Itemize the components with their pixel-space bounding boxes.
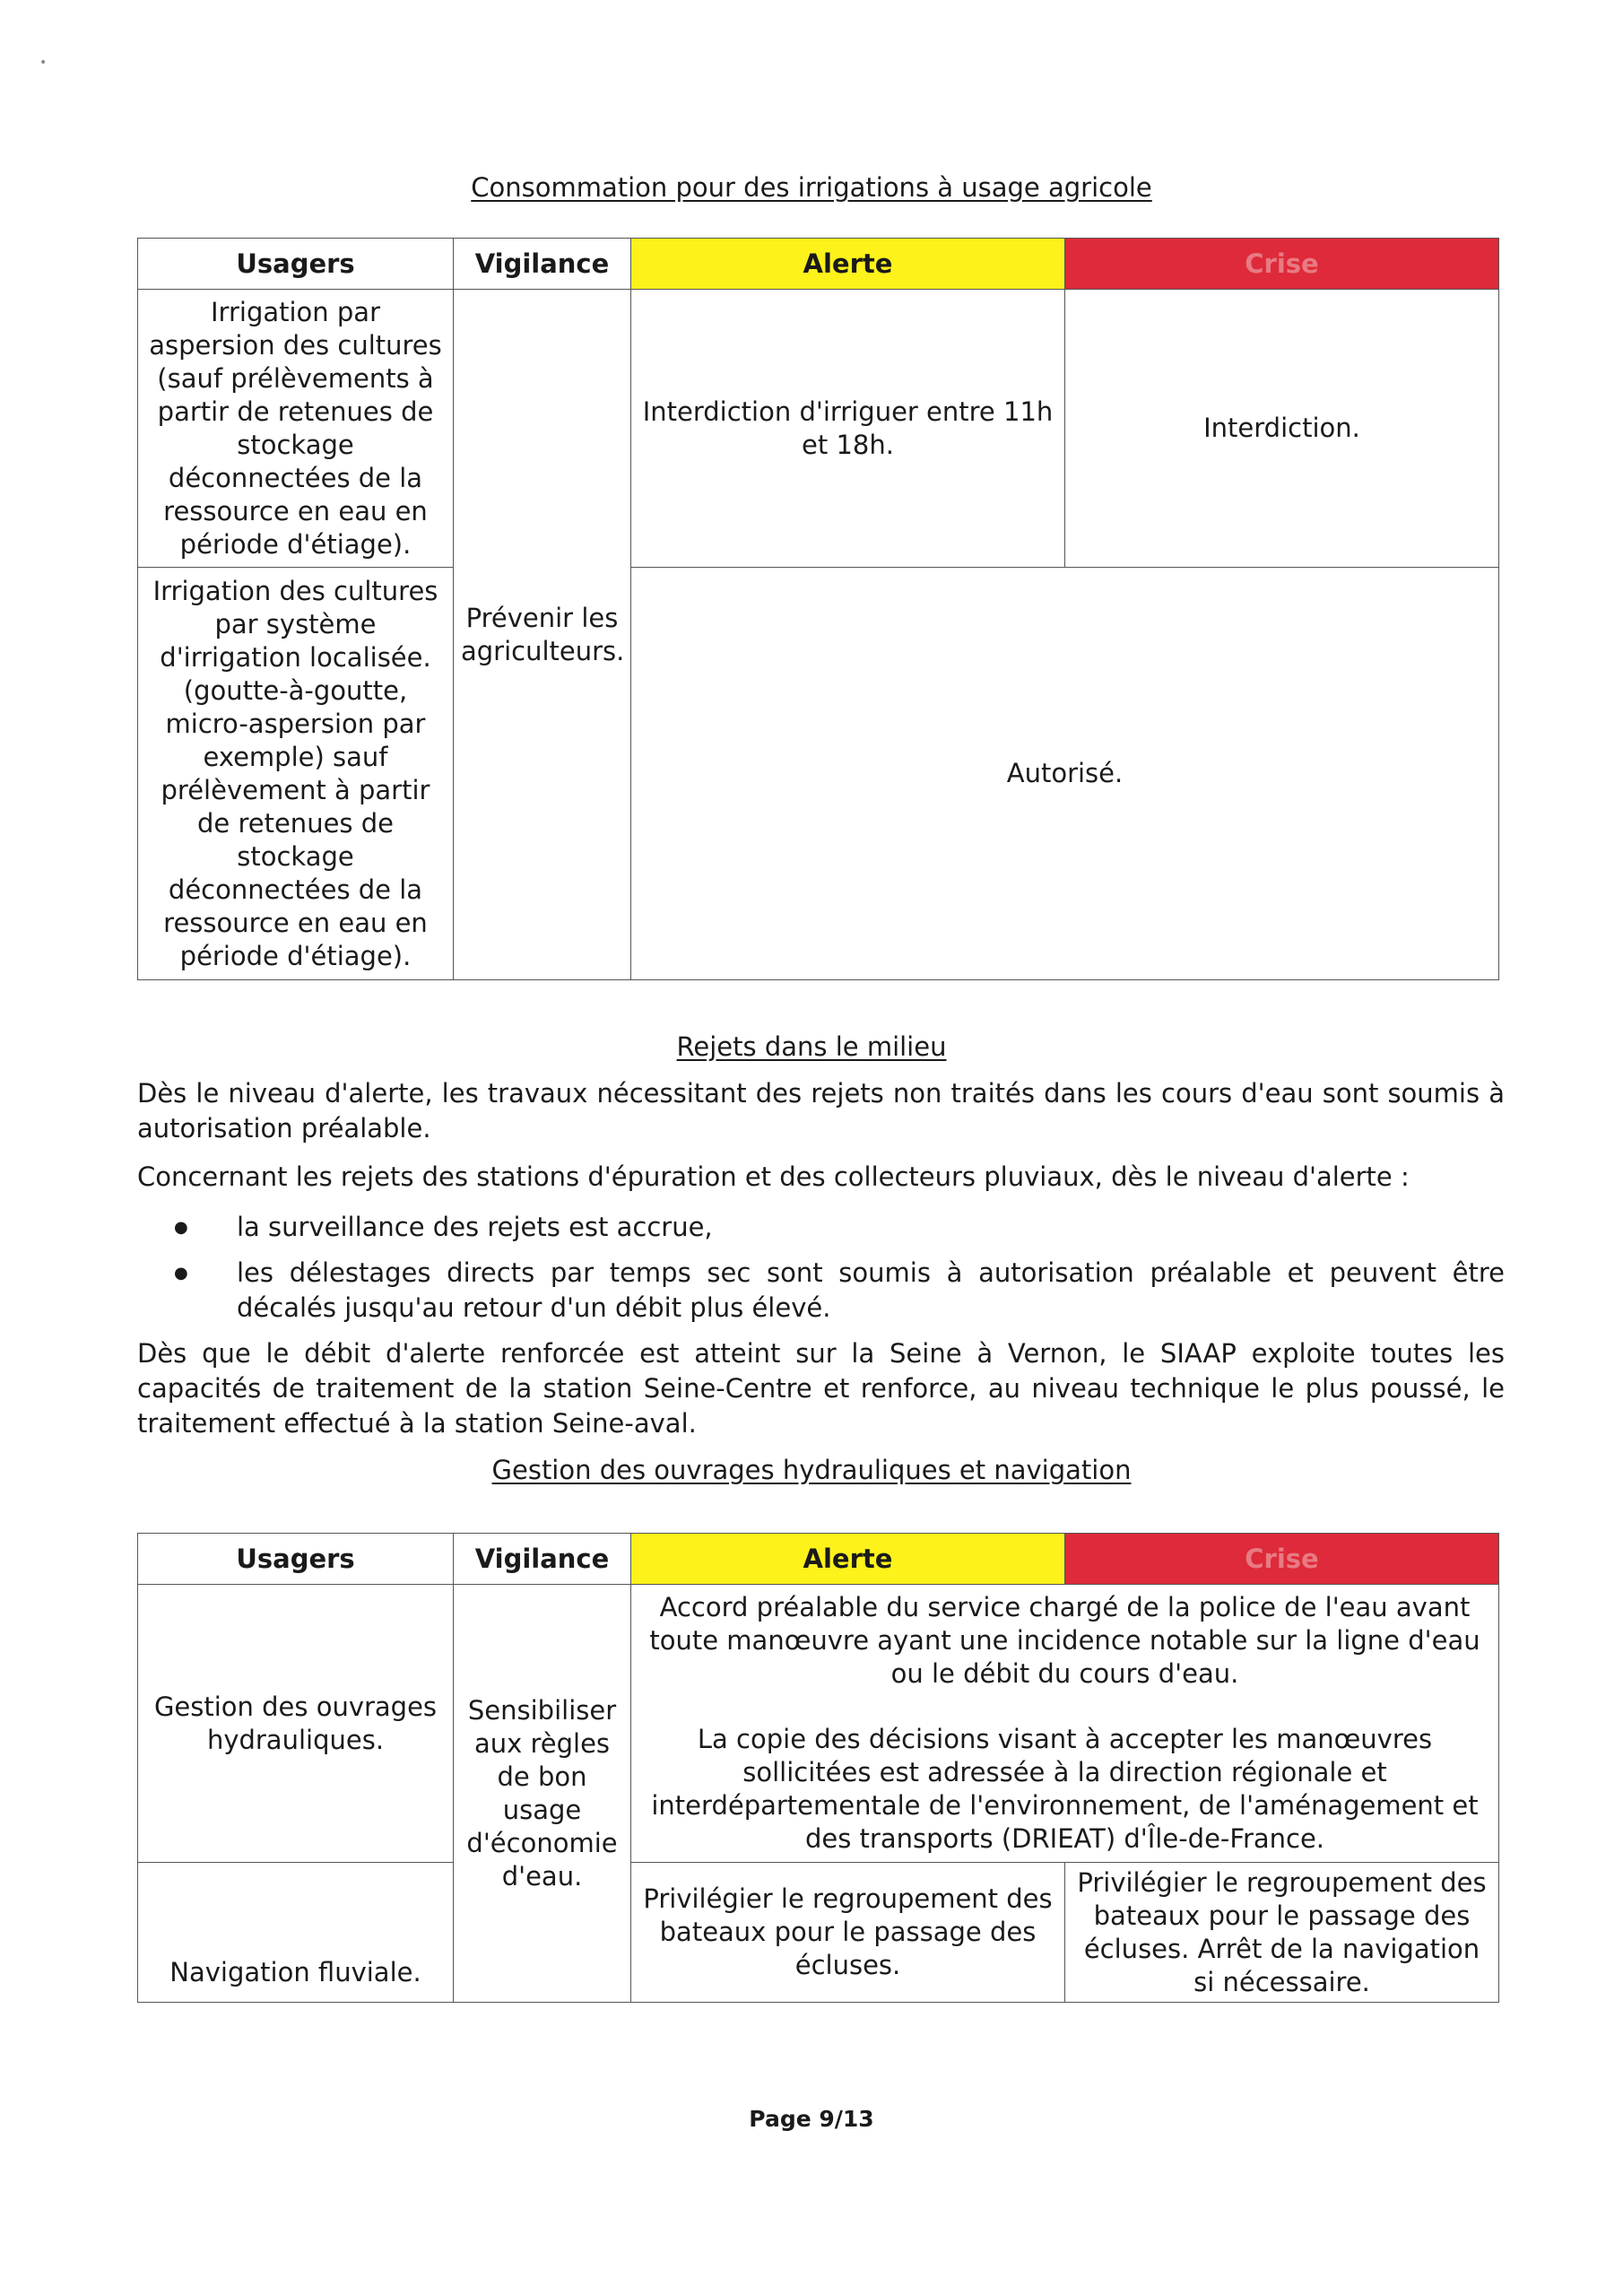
bullet-icon: ● <box>174 1264 188 1283</box>
bullet-text: les délestages directs par temps sec sont soumis à autorisation préalable et peuvent être décalés jusqu'au retour d'un débit plus élevé. <box>237 1257 1505 1323</box>
crise-cell: Privilégier le regroupement des bateaux pour le passage des écluses. Arrêt de la navigation si nécessaire. <box>1065 1863 1499 2003</box>
header-alerte: Alerte <box>631 1534 1065 1585</box>
accord-prealable-text: Accord préalable du service chargé de la police de l'eau avant toute manœuvre ayant une incidence notable sur la ligne d'eau ou le débit du cours d'eau. <box>649 1592 1480 1689</box>
usager-irrigation-localisee: Irrigation des cultures par système d'irrigation localisée. (goutte-à-goutte, micro-aspersion par exemple) sauf prélèvement à partir de retenues de stockage déconnectées de la ressource en eau en période d'étiage). <box>138 568 454 980</box>
alerte-crise-cell: Autorisé. <box>631 568 1499 980</box>
vigilance-cell: Sensibiliser aux règles de bon usage d'économie d'eau. <box>454 1585 631 2003</box>
list-item <box>174 1256 1505 1326</box>
irrigation-header-row <box>138 239 1499 290</box>
copie-decisions-text: La copie des décisions visant à accepter les manœuvres sollicitées est adressée à la direction régionale et interdépartementale de l'environnement, de l'aménagement et des transports (DRIEAT) d'Île-de-France. <box>651 1724 1479 1854</box>
ouvrages-section-title: Gestion des ouvrages hydrauliques et navigation <box>491 1455 1132 1485</box>
header-usagers: Usagers <box>138 1534 454 1585</box>
alerte-crise-cell <box>631 1585 1499 1863</box>
irrigation-section-title: Consommation pour des irrigations à usage agricole <box>471 172 1152 203</box>
rejets-paragraph-1: Dès le niveau d'alerte, les travaux nécessitant des rejets non traités dans les cours d'eau sont soumis à autorisation préalable. <box>137 1078 1505 1144</box>
table-row <box>138 1863 1499 2003</box>
table-row <box>138 290 1499 568</box>
rejets-section-title: Rejets dans le milieu <box>676 1031 947 1062</box>
usager-navigation-fluviale: Navigation fluviale. <box>138 1863 454 2003</box>
irrigation-table <box>137 238 1499 980</box>
usager-irrigation-aspersion: Irrigation par aspersion des cultures (sauf prélèvements à partir de retenues de stockage déconnectées de la ressource en eau en période d'étiage). <box>138 290 454 568</box>
header-usagers: Usagers <box>138 239 454 290</box>
alerte-cell: Interdiction d'irriguer entre 11h et 18h. <box>631 290 1065 568</box>
page-number: Page 9/13 <box>749 2106 874 2132</box>
ouvrages-header-row <box>138 1534 1499 1585</box>
rejets-paragraph-2: Concernant les rejets des stations d'épuration et des collecteurs pluviaux, dès le niveau d'alerte : <box>137 1161 1410 1192</box>
crise-cell: Interdiction. <box>1065 290 1499 568</box>
header-vigilance: Vigilance <box>454 239 631 290</box>
ouvrages-table <box>137 1533 1499 2003</box>
alerte-cell: Privilégier le regroupement des bateaux pour le passage des écluses. <box>631 1863 1065 2003</box>
header-crise: Crise <box>1065 239 1499 290</box>
table-row <box>138 568 1499 980</box>
header-crise: Crise <box>1065 1534 1499 1585</box>
scan-mark: • <box>39 56 48 70</box>
bullet-icon: ● <box>174 1218 188 1237</box>
rejets-paragraph-3: Dès que le débit d'alerte renforcée est atteint sur la Seine à Vernon, le SIAAP exploite toutes les capacités de traitement de la station Seine-Centre et renforce, au niveau technique le plus poussé, le traitement effectué à la station Seine-aval. <box>137 1338 1505 1439</box>
list-item <box>174 1210 1505 1245</box>
bullet-text: la surveillance des rejets est accrue, <box>237 1212 713 1242</box>
usager-gestion-ouvrages: Gestion des ouvrages hydrauliques. <box>138 1585 454 1863</box>
table-row <box>138 1585 1499 1863</box>
vigilance-cell: Prévenir les agriculteurs. <box>454 290 631 980</box>
header-alerte: Alerte <box>631 239 1065 290</box>
header-vigilance: Vigilance <box>454 1534 631 1585</box>
